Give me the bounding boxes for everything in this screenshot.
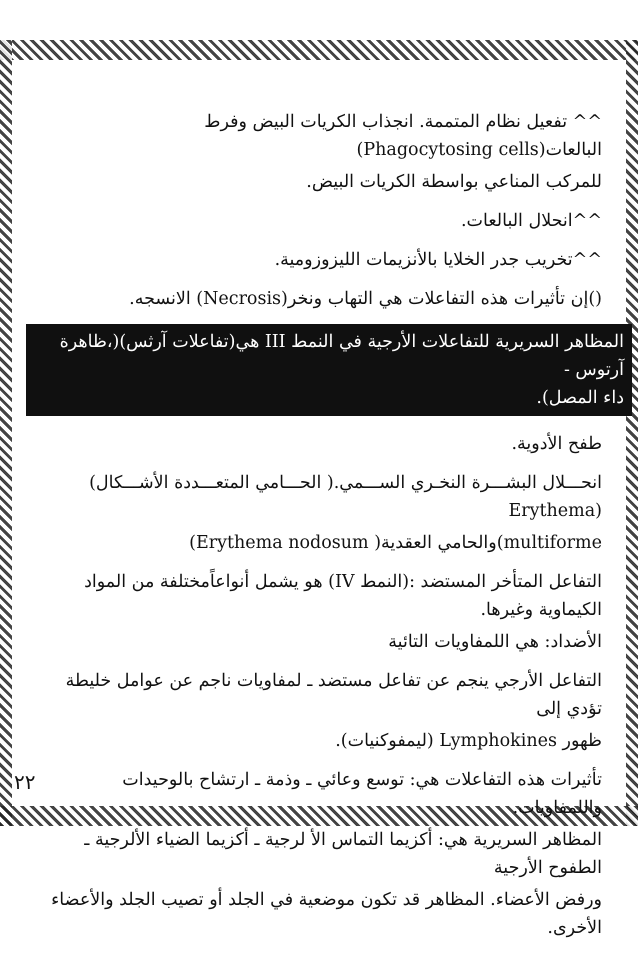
text-line: تأثيرات هذه التفاعلات هي: توسع وعائي ـ وذمة ـ ارتشاح بالوحيدات واللمفاويات. <box>122 770 602 818</box>
decorative-border-left <box>0 40 12 826</box>
decorative-border-right <box>626 40 638 826</box>
page-number: ٢٢ <box>14 770 36 794</box>
text-line: انحـــلال البشـــرة النخـري الســـمي.( الحـــامي المتعـــددة الأشـــكال) (Erythema <box>89 473 602 521</box>
decorative-border-top <box>0 40 638 60</box>
highlighted-block <box>26 324 632 416</box>
text-line: ورفض الأعضاء. المظاهر قد تكون موضعية في الجلد أو تصيب الجلد والأعضاء الأخرى. <box>51 890 602 938</box>
text-line: ^^انحلال البالعات. <box>460 211 602 231</box>
text-line: multiforme)والحامي العقدية( Erythema nodosum) <box>189 533 602 553</box>
highlighted-line: المظاهر السريرية للتفاعلات الأرجية في النمط III هي(تفاعلات آرثس)(،ظاهرة آرتوس - <box>59 332 624 380</box>
text-line: الأضداد: هي اللمفاويات التائية <box>388 632 602 652</box>
highlighted-line: داء المصل). <box>536 388 624 408</box>
text-line: المظاهر السريرية هي: أكزيما التماس الأ لرجية ـ أكزيما الضياء الألرجية ـ الطفوح الأرجية <box>84 830 602 878</box>
text-line: التفاعل المتأخر المستضد :(النمط IV) هو يشمل أنواعاًمختلفة من المواد الكيماوية وغيرها. <box>84 572 602 620</box>
text-line: ^^ تفعيل نظام المتممة. انجذاب الكريات البيض وفرط البالعات(Phagocytosing cells) <box>204 112 602 160</box>
text-line: ()إن تأثيرات هذه التفاعلات هي التهاب ونخر(Necrosis) الانسجه. <box>129 289 602 309</box>
text-line: للمركب المناعي بواسطة الكريات البيض. <box>306 172 602 192</box>
text-line: ظهور Lymphokines (ليمفوكنيات). <box>335 731 602 751</box>
text-line: ^^تخريب جدر الخلايا بالأنزيمات الليزوزومية. <box>274 250 602 270</box>
page-body <box>36 108 624 953</box>
text-line: طفح الأدوية. <box>511 434 602 454</box>
text-line: التفاعل الأرجي ينجم عن تفاعل مستضد ـ لمفاويات ناجم عن عوامل خليطة تؤدي إلى <box>65 671 602 719</box>
